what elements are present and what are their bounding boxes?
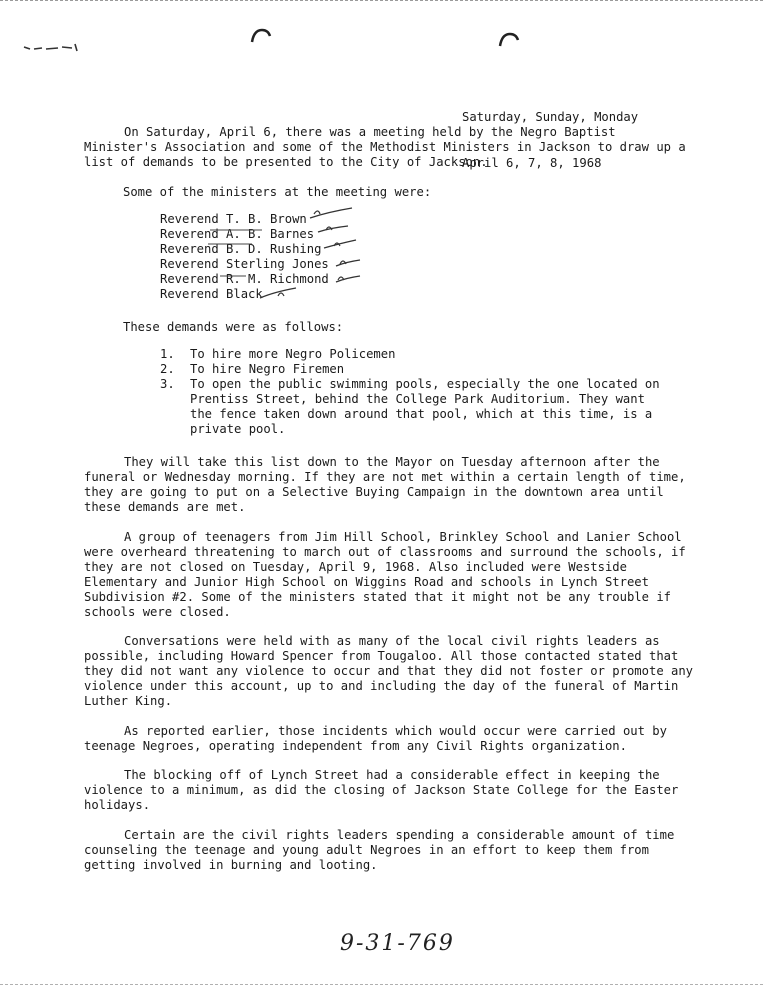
demands-intro: These demands were as follows: — [123, 320, 344, 334]
minister-item: Reverend T. B. Brown — [160, 212, 307, 226]
margin-scribble-mark — [22, 40, 84, 54]
punch-hole-mark-left — [248, 26, 274, 44]
demands-list — [160, 347, 660, 437]
conversations-paragraph: Conversations were held with as many of the local civil rights leaders as possible, including Howard Spencer from Tougaloo. All those contacted stated that they did not want any violence to occur and that they did not foster or promote any violence under this account, up to and including the day of the funeral of Martin Luther King. — [84, 634, 694, 708]
minister-item: Reverend A. B. Barnes — [160, 227, 315, 241]
demand-item — [160, 347, 660, 362]
leaders-paragraph: Certain are the civil rights leaders spending a considerable amount of time counseling the teenage and young adult Negroes in an effort to keep them from getting involved in burning and looting. — [84, 828, 675, 872]
ministers-intro: Some of the ministers at the meeting were: — [123, 185, 432, 199]
date-dates: April 6, 7, 8, 1968 — [462, 156, 602, 170]
punch-hole-mark-right — [496, 30, 522, 48]
mayor-paragraph: They will take this list down to the Mayor on Tuesday afternoon after the funeral or Wednesday morning. If they are not met within a certain length of time, they are going to put on a Selective Buying Campaign in the downtown area until these demands are met. — [84, 455, 686, 514]
top-dashed-border — [0, 0, 763, 5]
lynch-street-paragraph: The blocking off of Lynch Street had a considerable effect in keeping the violence to a minimum, as did the closing of Jackson State College for the Easter holidays. — [84, 768, 679, 812]
minister-item: Reverend Sterling Jones — [160, 257, 329, 271]
demand-number: 1. — [160, 347, 175, 361]
demand-text: To hire more Negro Policemen — [190, 347, 396, 361]
demand-text: To hire Negro Firemen — [190, 362, 345, 376]
incidents-paragraph: As reported earlier, those incidents which would occur were carried out by teenage Negroes, operating independent from any Civil Rights organization. — [84, 724, 667, 753]
demand-number: 3. — [160, 377, 175, 391]
date-days: Saturday, Sunday, Monday — [462, 110, 639, 124]
intro-paragraph: On Saturday, April 6, there was a meeting held by the Negro Baptist Minister's Association and some of the Methodist Ministers in Jackson to draw up a list of demands to be presented to the City of Jackson. — [84, 125, 686, 169]
demand-text: To open the public swimming pools, especially the one located on Prentiss Street, behind the College Park Auditorium. They want the fence taken down around that pool, which at this time, is a private pool. — [190, 377, 660, 436]
demand-number: 2. — [160, 362, 175, 376]
bottom-dashed-border — [0, 984, 763, 985]
teenagers-paragraph: A group of teenagers from Jim Hill School, Brinkley School and Lanier School were overheard threatening to march out of classrooms and surround the schools, if they are not closed on Tuesday, April 9, 1968. Also included were Westside Elementary and Junior High School on Wiggins Road and schools in Lynch Street Subdivision #2. Some of the ministers stated that it might not be any trouble if schools were closed. — [84, 530, 686, 619]
minister-item: Reverend R. M. Richmond — [160, 272, 329, 286]
demand-item — [160, 377, 660, 437]
minister-item: Reverend Black — [160, 287, 263, 301]
handwritten-check-marks — [200, 204, 370, 300]
minister-item: Reverend B. D. Rushing — [160, 242, 322, 256]
demand-item — [160, 362, 660, 377]
handwritten-file-number: 9-31-769 — [340, 931, 455, 956]
